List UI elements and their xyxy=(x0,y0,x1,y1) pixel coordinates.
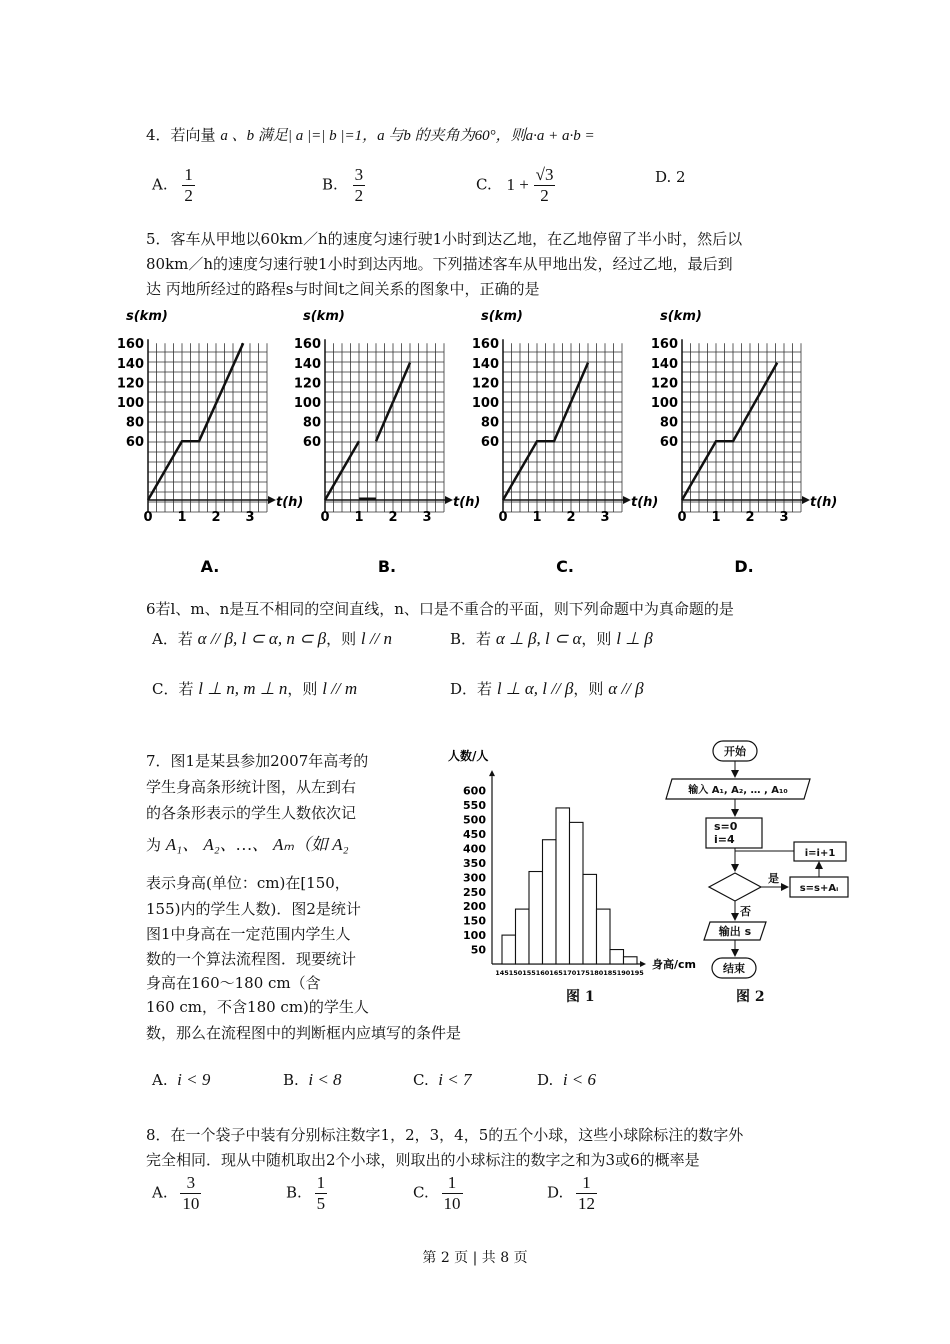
q5-graph-option-label: B. xyxy=(377,557,397,576)
q7-line6: 155)内的学生人数)．图2是统计 xyxy=(146,900,361,918)
fig1-ytick-label: 300 xyxy=(463,871,486,885)
q5-xtick-label: 0 xyxy=(498,510,508,525)
q7-line3: 的各条形表示的学生人数依次记 xyxy=(146,804,357,822)
q5-y-axis-label: s(km) xyxy=(126,309,168,324)
fig1-ytick-label: 100 xyxy=(463,929,486,943)
q5-ytick-label: 120 xyxy=(293,376,321,392)
q6-option-b: B．若 α ⊥ β, l ⊂ α，则 l ⊥ β xyxy=(450,629,653,648)
q5-ytick-label: 120 xyxy=(471,376,499,392)
fig1-bar xyxy=(583,874,597,964)
fig1-xlabel: 身高/cm xyxy=(652,958,696,971)
fig1-xtick-label: 150 xyxy=(508,969,523,977)
q5-ytick-label: 160 xyxy=(471,337,499,353)
q5-ytick-label: 100 xyxy=(650,396,678,411)
q5-xtick-label: 0 xyxy=(320,510,330,525)
q5-ytick-label: 160 xyxy=(293,337,321,353)
q8-line2: 完全相同．现从中随机取出2个小球，则取出的小球标注的数字之和为3或6的概率是 xyxy=(146,1151,700,1169)
q5-graph-b xyxy=(294,309,481,576)
fig1-caption: 图 1 xyxy=(566,989,595,1005)
fig1-xtick-label: 195 xyxy=(630,969,644,977)
flow-init-i: i=4 xyxy=(714,833,735,846)
flow-start-text: 开始 xyxy=(724,745,746,758)
fig1-xtick-label: 160 xyxy=(535,969,550,977)
q7-option-c: C. i < 7 xyxy=(413,1070,472,1089)
q5-ytick-label: 160 xyxy=(650,337,678,353)
q5-graphs xyxy=(110,300,870,590)
q5-xtick-label: 1 xyxy=(354,510,364,525)
q5-ytick-label: 140 xyxy=(650,356,678,372)
q7-line11: 数，那么在流程图中的判断框内应填写的条件是 xyxy=(146,1024,462,1042)
q5-ytick-label: 120 xyxy=(116,376,144,392)
q5-ytick-label: 120 xyxy=(650,376,678,392)
fig1-xtick-label: 185 xyxy=(603,969,617,977)
q8-line1: 8．在一个袋子中装有分别标注数字1，2，3，4，5的五个小球，这些小球除标注的数字外 xyxy=(146,1126,744,1144)
fig1-ytick-label: 50 xyxy=(470,943,486,957)
flow-sum-text: s=s+Aᵢ xyxy=(799,883,839,894)
q5-xtick-label: 2 xyxy=(211,510,221,525)
q5-xtick-label: 1 xyxy=(532,510,542,525)
q5-graph-option-label: A. xyxy=(200,557,220,576)
flow-inc-text: i=i+1 xyxy=(804,848,836,859)
q5-graph-c xyxy=(472,309,659,576)
q5-ytick-label: 80 xyxy=(302,415,321,431)
q5-xtick-label: 3 xyxy=(600,510,610,525)
flow-init-s: s=0 xyxy=(714,820,738,833)
fig1-ytick-label: 250 xyxy=(463,885,486,899)
fig1-bar xyxy=(516,909,530,964)
q7-line8: 数的一个算法流程图．现要统计 xyxy=(146,950,357,968)
q5-xtick-label: 3 xyxy=(422,510,432,525)
q5-xtick-label: 3 xyxy=(245,510,255,525)
fig1-xtick-label: 145 xyxy=(495,969,509,977)
q5-xtick-label: 3 xyxy=(779,510,789,525)
q5-graph-d xyxy=(651,309,838,576)
q6-option-d: D．若 l ⊥ α, l // β，则 α // β xyxy=(450,679,644,698)
q5-graph-a xyxy=(117,309,304,576)
q5-y-axis-label: s(km) xyxy=(660,309,702,324)
fig1-xtick-label: 165 xyxy=(549,969,563,977)
flow-yes-label: 是 xyxy=(768,872,779,885)
q5-xtick-label: 0 xyxy=(677,510,687,525)
q8-option-c: C. $\frac{1}{10}$ xyxy=(413,1173,461,1213)
fig1-xtick-label: 155 xyxy=(522,969,536,977)
fig1-xtick-label: 190 xyxy=(616,969,631,977)
q7-option-d: D. i < 6 xyxy=(537,1070,597,1089)
fig1-xtick-label: 180 xyxy=(589,969,604,977)
fig1-bar xyxy=(570,822,584,964)
q5-xtick-label: 2 xyxy=(566,510,576,525)
fig1-ytick-label: 150 xyxy=(463,914,486,928)
fig1-bar xyxy=(543,840,557,964)
q4-stem: 4．若向量 a 、b 满足| a |=| b |=1，a 与b 的夹角为60°，则a·a + a·b = xyxy=(146,126,595,144)
q4-option-a: A. $\frac{1}{2}$ xyxy=(152,165,193,205)
q5-ytick-label: 100 xyxy=(293,396,321,411)
q7-option-a: A. i < 9 xyxy=(152,1070,211,1089)
flow-end-text: 结束 xyxy=(723,962,745,975)
fig1-bar xyxy=(529,872,543,964)
q5-ytick-label: 60 xyxy=(659,435,678,451)
q7-line1: 7．图1是某县参加2007年高考的 xyxy=(146,752,369,770)
page-footer: 第 2 页 | 共 8 页 xyxy=(422,1250,528,1266)
fig2-caption: 图 2 xyxy=(736,989,765,1005)
q5-ytick-label: 80 xyxy=(480,415,499,431)
fig1-ytick-label: 350 xyxy=(463,856,486,870)
q5-ytick-label: 100 xyxy=(471,396,499,411)
fig1-bar xyxy=(624,957,638,964)
q7-line5: 表示身高(单位：cm)在[150， xyxy=(146,874,350,892)
q5-ytick-label: 140 xyxy=(471,356,499,372)
q5-xtick-label: 1 xyxy=(177,510,187,525)
q6-stem: 6若l、m、n是互不相同的空间直线，n、口是不重合的平面，则下列命题中为真命题的是 xyxy=(146,600,734,618)
q5-y-axis-label: s(km) xyxy=(481,309,523,324)
fig1-xtick-label: 175 xyxy=(576,969,590,977)
q5-ytick-label: 140 xyxy=(293,356,321,372)
q5-x-axis-label: t(h) xyxy=(276,495,304,510)
q5-line2: 80km／h的速度匀速行驶1小时到达丙地。下列描述客车从甲地出发，经过乙地，最后到 xyxy=(146,255,733,273)
q5-graph-line xyxy=(682,363,777,500)
q5-xtick-label: 0 xyxy=(143,510,153,525)
q5-ytick-label: 80 xyxy=(125,415,144,431)
fig1-ylabel: 人数/人 xyxy=(448,749,489,763)
q5-ytick-label: 140 xyxy=(116,356,144,372)
fig1-bar xyxy=(502,935,516,964)
fig1-bar xyxy=(610,950,624,964)
q4-option-d: D. 2 xyxy=(655,168,686,186)
fig1-bar xyxy=(556,808,570,964)
q5-xtick-label: 1 xyxy=(711,510,721,525)
q5-graph-option-label: D. xyxy=(734,557,754,576)
fig1-chart xyxy=(440,742,696,1010)
fig1-ytick-label: 450 xyxy=(463,827,486,841)
q5-xtick-label: 2 xyxy=(388,510,398,525)
fig1-ytick-label: 550 xyxy=(463,799,486,813)
q4-option-c: C. 1 + $\frac{√3}{2}$ xyxy=(476,165,554,205)
q5-graph-option-label: C. xyxy=(556,557,574,576)
q7-line7: 图1中身高在一定范围内学生人 xyxy=(146,925,351,943)
q4-option-b: B. $\frac{3}{2}$ xyxy=(322,165,364,205)
flow-input-text: 输入 A₁, A₂, … , A₁₀ xyxy=(688,785,788,796)
fig1-ytick-label: 600 xyxy=(463,784,486,798)
q6-option-a: A．若 α // β, l ⊂ α, n ⊂ β，则 l // n xyxy=(152,629,393,648)
q7-line2: 学生身高条形统计图，从左到右 xyxy=(146,778,357,796)
fig1-ytick-label: 400 xyxy=(463,842,486,856)
q8-option-b: B. $\frac{1}{5}$ xyxy=(286,1173,326,1213)
q6-option-c: C．若 l ⊥ n, m ⊥ n，则 l // m xyxy=(152,679,358,698)
fig1-ytick-label: 200 xyxy=(463,900,486,914)
q8-option-a: A. $\frac{3}{10}$ xyxy=(152,1173,200,1213)
q5-xtick-label: 2 xyxy=(745,510,755,525)
flow-no-label: 否 xyxy=(740,905,751,918)
q7-line4: 为 A₁、 A₂、…、 Aₘ（如 A₂ xyxy=(146,835,349,854)
q5-x-axis-label: t(h) xyxy=(810,495,838,510)
q5-ytick-label: 160 xyxy=(116,337,144,353)
fig1-ytick-label: 500 xyxy=(463,813,486,827)
q5-ytick-label: 60 xyxy=(125,435,144,451)
q5-ytick-label: 80 xyxy=(659,415,678,431)
q5-ytick-label: 60 xyxy=(302,435,321,451)
fig2-flowchart xyxy=(660,736,860,986)
q7-line9: 身高在160～180 cm（含 xyxy=(146,974,321,992)
q5-line3: 达 丙地所经过的路程s与时间t之间关系的图象中，正确的是 xyxy=(146,280,540,298)
q5-y-axis-label: s(km) xyxy=(303,309,345,324)
q5-x-axis-label: t(h) xyxy=(453,495,481,510)
q7-option-b: B. i < 8 xyxy=(283,1070,342,1089)
q5-ytick-label: 100 xyxy=(116,396,144,411)
q5-x-axis-label: t(h) xyxy=(631,495,659,510)
q5-ytick-label: 60 xyxy=(480,435,499,451)
fig1-xtick-label: 170 xyxy=(562,969,577,977)
flow-output-text: 输出 s xyxy=(718,925,752,938)
flow-decision-diamond xyxy=(709,873,761,901)
fig1-bar xyxy=(597,909,611,964)
q8-option-d: D. $\frac{1}{12}$ xyxy=(547,1173,596,1213)
q5-line1: 5．客车从甲地以60km／h的速度匀速行驶1小时到达乙地，在乙地停留了半小时，然后以 xyxy=(146,230,743,248)
q7-line10: 160 cm，不含180 cm)的学生人 xyxy=(146,998,369,1016)
